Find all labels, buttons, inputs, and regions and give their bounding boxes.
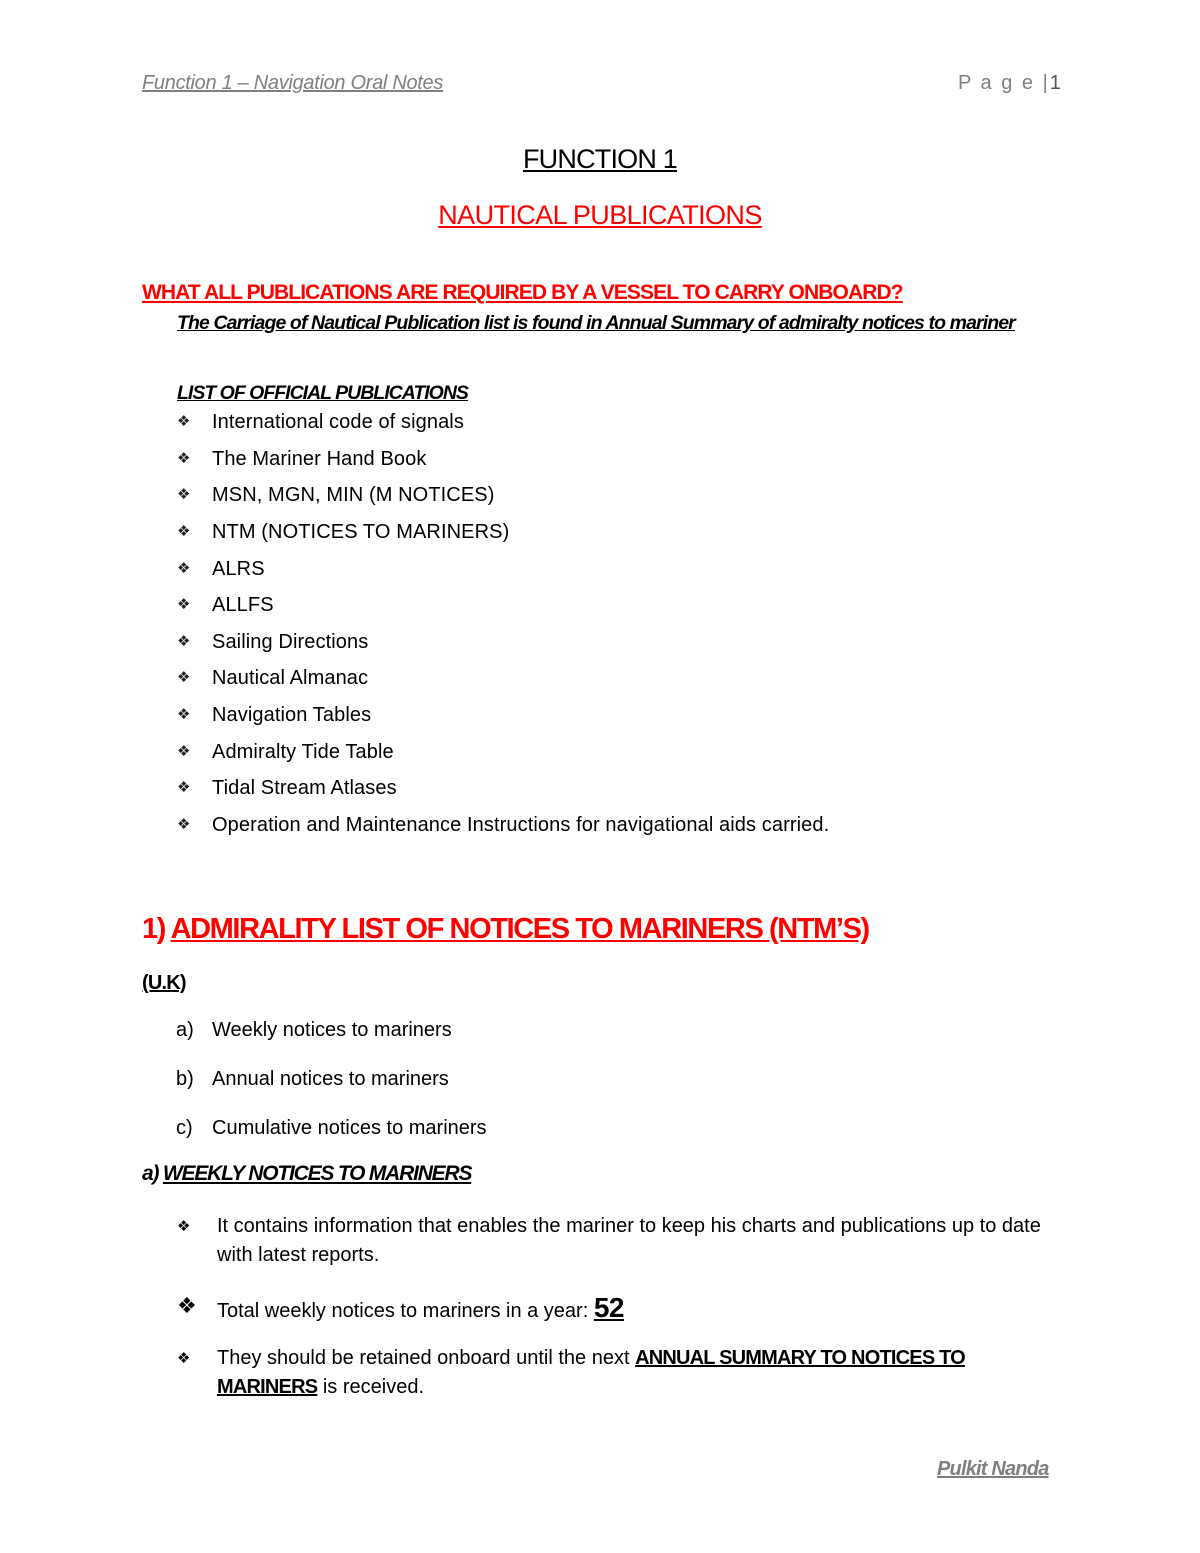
header-title: Function 1 – Navigation Oral Notes <box>142 72 444 94</box>
carriage-note: The Carriage of Nautical Publication list is found in Annual Summary of admiralty notices to mariner <box>177 312 1015 334</box>
diamond-bullet-icon: ❖ <box>177 596 191 614</box>
list-item: ❖ International code of signals <box>177 404 829 441</box>
list-item: ❖ ALLFS <box>177 587 829 624</box>
list-item: ❖ Navigation Tables <box>177 697 829 734</box>
diamond-bullet-icon: ❖ <box>177 449 191 467</box>
list-item: ❖ ALRS <box>177 550 829 587</box>
diamond-bullet-icon: ❖ <box>177 815 191 833</box>
diamond-bullet-icon: ❖ <box>177 559 191 577</box>
list-item: ❖ Tidal Stream Atlases <box>177 770 829 807</box>
document-page: Function 1 – Navigation Oral Notes P a g e |1 FUNCTION 1 NAUTICAL PUBLICATIONS WHAT ALL PUBLICATIONS ARE REQUIRED BY A VESSEL TO CARRY ONBOARD? The Carriage of Nautical Publication list is found in Annual Summary of admiralty notices to mariner LIST OF OFFICIAL PUBLICATIONS ❖ International code of signals ❖ The Mariner Hand Book ❖ MSN, MGN, MIN (M NOTICES) ❖ NTM (NOTICES TO MARINERS) ❖ ALRS ❖ ALLFS ❖ Sailing Directions ❖ Nautical Almanac ❖ Navigation Tables ❖ Admiralty Tide Table ❖ Tidal Stream Atlases ❖ Operation and Maintenance Instructions for navigational aids carried. 1) ADMIRALITY LIST OF NOTICES TO MARINERS (NTM’S) (U.K) a) Weekly notices to mariners b) Annual notices to mariners c) Cumulative notices to mariners a) WEEKLY NOTICES TO MARINERS ❖ It contains information that enables the mariner to keep his charts and publications up to date with latest reports. ❖ Total weekly notices to mariners in a year: 52 ❖ They should be retained onboard until the next ANNUAL SUMMARY TO NOTICES TO MARINERS is received. Pulkit Nanda <box>0 0 1200 1553</box>
section-heading <box>142 913 869 946</box>
list-item: ❖ NTM (NOTICES TO MARINERS) <box>177 514 829 551</box>
list-item: ❖ Admiralty Tide Table <box>177 733 829 770</box>
page-number-value: 1 <box>1049 72 1061 94</box>
subsection-heading: a) WEEKLY NOTICES TO MARINERS <box>142 1162 472 1185</box>
diamond-bullet-icon: ❖ <box>177 486 191 504</box>
list-item: b) Annual notices to mariners <box>176 1068 449 1090</box>
list-item: a) Weekly notices to mariners <box>176 1019 452 1041</box>
diamond-bullet-icon: ❖ <box>177 669 191 687</box>
list-item: ❖ The Mariner Hand Book <box>177 441 829 478</box>
diamond-bullet-icon: ❖ <box>177 523 191 541</box>
section-title: ADMIRALITY LIST OF NOTICES TO MARINERS (NTM’S) <box>170 913 869 945</box>
publications-list <box>177 404 829 843</box>
diamond-bullet-icon: ❖ <box>177 1218 191 1235</box>
page-number <box>958 72 1061 95</box>
list-item: ❖ Nautical Almanac <box>177 660 829 697</box>
region-label: (U.K) <box>142 972 186 994</box>
list-item: ❖ Sailing Directions <box>177 624 829 661</box>
page-subtitle: NAUTICAL PUBLICATIONS <box>438 200 762 230</box>
ntm-types-list <box>176 1014 487 1161</box>
diamond-bullet-icon: ❖ <box>177 779 191 797</box>
weekly-count-value: 52 <box>593 1292 624 1323</box>
diamond-bullet-icon: ❖ <box>177 742 191 760</box>
page-title: FUNCTION 1 <box>522 144 677 174</box>
diamond-bullet-icon: ❖ <box>177 706 191 724</box>
diamond-bullet-icon: ❖ <box>177 413 191 431</box>
diamond-bullet-icon: ❖ <box>177 1350 191 1367</box>
official-publications-heading: LIST OF OFFICIAL PUBLICATIONS <box>177 382 468 404</box>
diamond-bullet-icon: ❖ <box>177 632 191 650</box>
diamond-bullet-icon: ❖ <box>177 1293 197 1318</box>
question-heading: WHAT ALL PUBLICATIONS ARE REQUIRED BY A VESSEL TO CARRY ONBOARD? <box>142 281 903 304</box>
page-label: P a g e | <box>958 72 1050 94</box>
list-item: ❖ MSN, MGN, MIN (M NOTICES) <box>177 477 829 514</box>
list-item: c) Cumulative notices to mariners <box>176 1117 487 1139</box>
footer-author: Pulkit Nanda <box>937 1458 1049 1480</box>
section-number: 1) <box>142 913 165 945</box>
list-item: ❖ Operation and Maintenance Instructions for navigational aids carried. <box>177 807 829 844</box>
